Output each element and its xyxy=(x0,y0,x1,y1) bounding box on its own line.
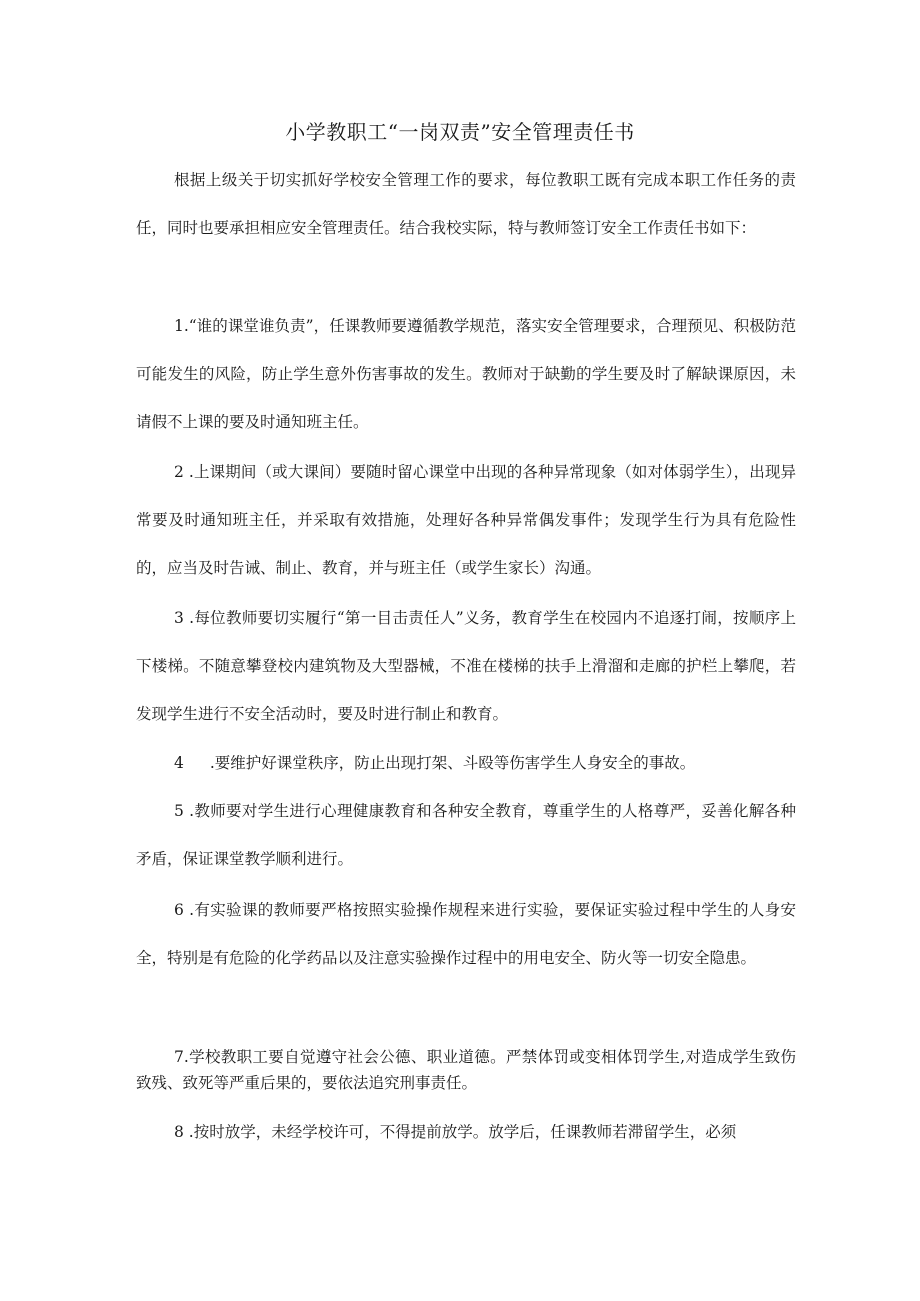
item-7-number: 7. xyxy=(173,1048,189,1066)
item-7-paragraph xyxy=(136,1044,796,1096)
item-1-paragraph xyxy=(136,302,796,446)
item-2-paragraph xyxy=(136,448,796,592)
item-5-text: .教师要对学生进行心理健康教育和各种安全教育，尊重学生的人格尊严，妥善化解各种矛盾，保证课堂教学顺利进行。 xyxy=(136,802,796,868)
item-4-text: .要维护好课堂秩序，防止出现打架、斗殴等伤害学生人身安全的事故。 xyxy=(209,754,696,772)
item-1-text: “谁的课堂谁负责”，任课教师要遵循教学规范，落实安全管理要求，合理预见、积极防范可能发生的风险，防止学生意外伤害事故的发生。教师对于缺勤的学生要及时了解缺课原因，未请假不上课的要及时通知班主任。 xyxy=(136,317,796,431)
item-6-text: .有实验课的教师要严格按照实验操作规程来进行实验，要保证实验过程中学生的人身安全，特别是有危险的化学药品以及注意实验操作过程中的用电安全、防火等一切安全隐患。 xyxy=(136,901,796,967)
document-title: 小学教职工“一岗双责”安全管理责任书 xyxy=(285,120,635,144)
item-8-text: .按时放学，未经学校许可，不得提前放学。放学后，任课教师若滞留学生，必须 xyxy=(183,1123,737,1141)
item-6-paragraph xyxy=(136,886,796,982)
intro-text: 根据上级关于切实抓好学校安全管理工作的要求，每位教职工既有完成本职工作任务的责任，同时也要承担相应安全管理责任。结合我校实际，特与教师签订安全工作责任书如下： xyxy=(136,171,796,237)
item-8-number: 8 xyxy=(173,1123,184,1141)
item-3-paragraph xyxy=(136,594,796,738)
item-8-paragraph xyxy=(136,1108,796,1156)
item-3-text: .每位教师要切实履行“第一目击责任人”义务，教育学生在校园内不追逐打闹，按顺序上下楼梯。不随意攀登校内建筑物及大型器械，不准在楼梯的扶手上滑溜和走廊的护栏上攀爬，若发现学生进行不安全活动时，要及时进行制止和教育。 xyxy=(136,609,796,723)
item-5-paragraph xyxy=(136,787,796,883)
item-4-paragraph xyxy=(136,739,796,787)
item-3-number: 3 xyxy=(173,609,184,627)
item-2-text: .上课期间（或大课间）要随时留心课堂中出现的各种异常现象（如对体弱学生），出现异常要及时通知班主任，并采取有效措施，处理好各种异常偶发事件；发现学生行为具有危险性的，应当及时告诫、制止、教育，并与班主任（或学生家长）沟通。 xyxy=(136,463,796,577)
intro-paragraph xyxy=(136,156,796,252)
item-7-text: 学校教职工要自觉遵守社会公德、职业道德。严禁体罚或变相体罚学生,对造成学生致伤致残、致死等严重后果的，要依法追究刑事责任。 xyxy=(136,1048,796,1092)
item-4-number: 4 xyxy=(173,754,184,772)
item-6-number: 6 xyxy=(173,901,184,919)
item-2-number: 2 xyxy=(173,463,184,481)
item-1-number: 1. xyxy=(173,317,189,335)
item-5-number: 5 xyxy=(173,802,184,820)
